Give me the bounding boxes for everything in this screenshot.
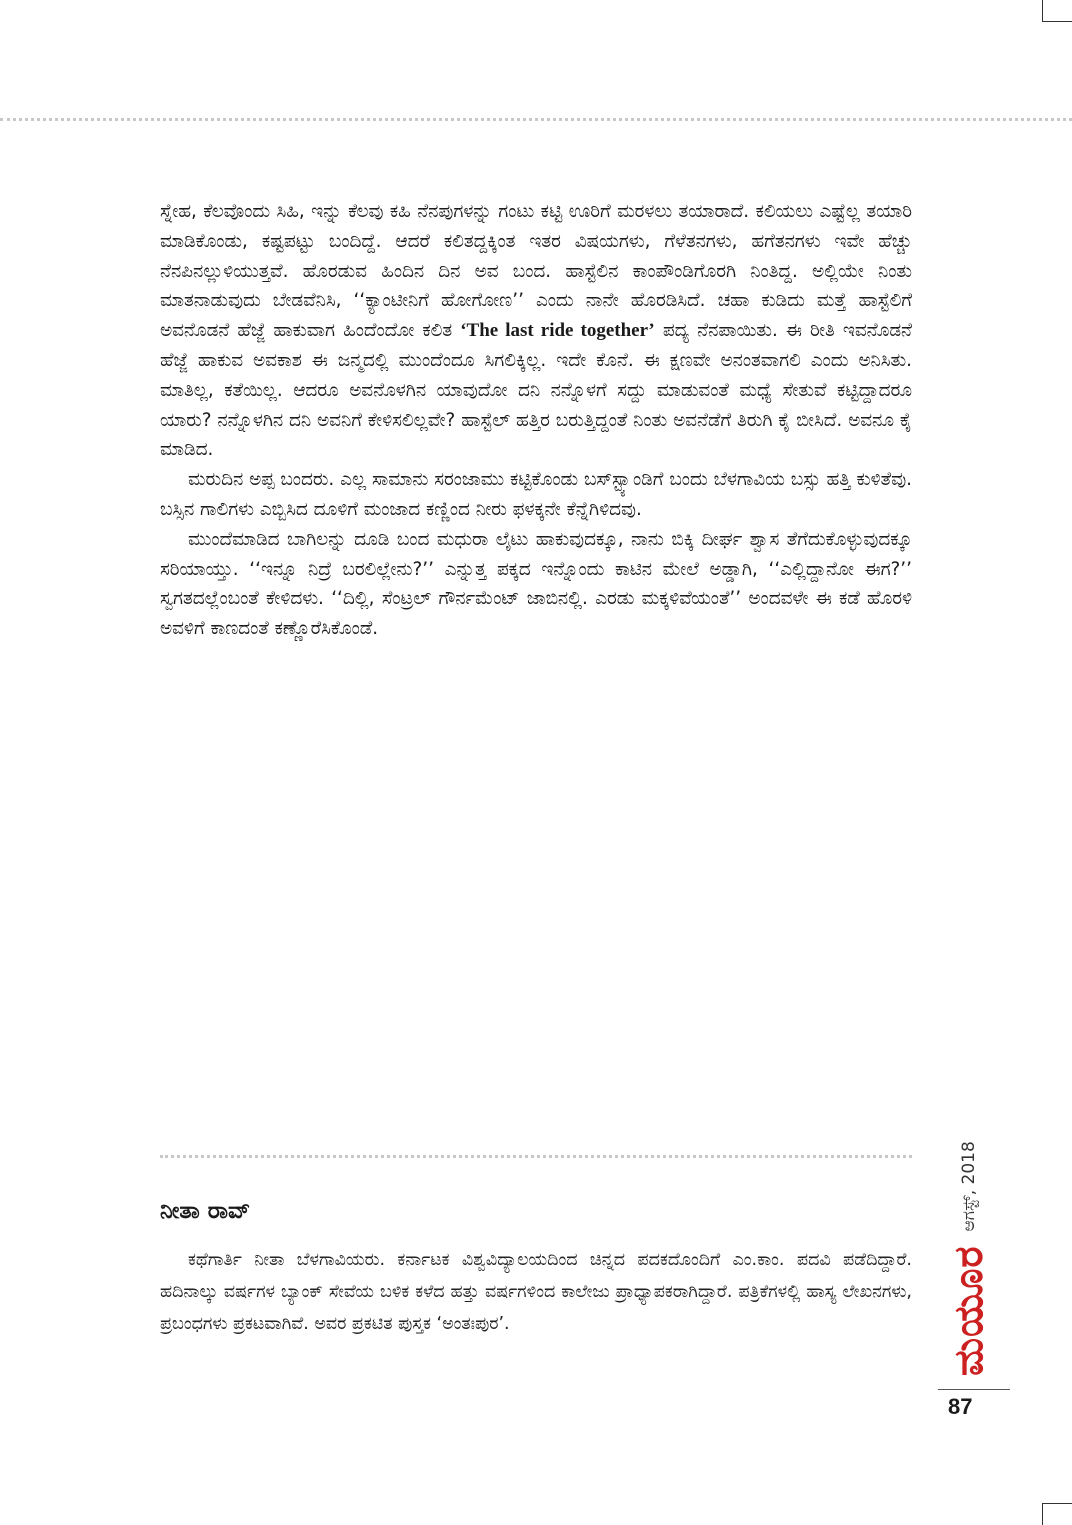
author-dotted-divider — [160, 1155, 912, 1158]
masthead-sidebar — [938, 1118, 1000, 1376]
magazine-logo: ಮಯೂರ — [946, 1245, 992, 1376]
issue-date: ಆಗಸ್ಟ್, 2018 — [959, 1141, 979, 1232]
page-number-rule — [938, 1389, 1010, 1390]
english-poem-title: ‘The last ride together’ — [460, 320, 655, 342]
story-paragraph-1-part-2: ಪದ್ಯ ನೆನಪಾಯಿತು. ಈ ರೀತಿ ಇವನೊಡನೆ ಹೆಜ್ಜೆ ಹಾಕುವ ಅವಕಾಶ ಈ ಜನ್ಮದಲ್ಲಿ ಮುಂದೆಂದೂ ಸಿಗಲಿಕ್ಕಿಲ್ಲ. ಇದೇ ಕೊನೆ. ಈ ಕ್ಷಣವೇ ಅನಂತವಾಗಲಿ ಎಂದು ಅನಿಸಿತು. ಮಾತಿಲ್ಲ, ಕತೆಯಿಲ್ಲ. ಆದರೂ ಅವನೊಳಗಿನ ಯಾವುದೋ ದನಿ ನನ್ನೊಳಗೆ ಸದ್ದು ಮಾಡುವಂತೆ ಮಧ್ಯೆ ಸೇತುವೆ ಕಟ್ಟಿದ್ದಾದರೂ ಯಾರು? ನನ್ನೊಳಗಿನ ದನಿ ಅವನಿಗೆ ಕೇಳಿಸಲಿಲ್ಲವೇ? ಹಾಸ್ಟೆಲ್ ಹತ್ತಿರ ಬರುತ್ತಿದ್ದಂತೆ ನಿಂತು ಅವನೆಡೆಗೆ ತಿರುಗಿ ಕೈ ಬೀಸಿದೆ. ಅವನೂ ಕೈ ಮಾಡಿದ. — [160, 320, 912, 461]
story-body — [160, 197, 912, 644]
author-name: ನೀತಾ ರಾವ್ — [160, 1198, 251, 1224]
top-dotted-divider — [0, 118, 1072, 121]
crop-mark-top — [1042, 0, 1072, 22]
story-paragraph-1 — [160, 197, 912, 465]
author-bio: ಕಥೆಗಾರ್ತಿ ನೀತಾ ಬೆಳಗಾವಿಯರು. ಕರ್ನಾಟಕ ವಿಶ್ವವಿದ್ಯಾಲಯದಿಂದ ಚಿನ್ನದ ಪದಕದೊಂದಿಗೆ ಎಂ.ಕಾಂ. ಪದವಿ ಪಡೆದಿದ್ದಾರೆ. ಹದಿನಾಲ್ಕು ವರ್ಷಗಳ ಬ್ಯಾಂಕ್ ಸೇವೆಯ ಬಳಿಕ ಕಳೆದ ಹತ್ತು ವರ್ಷಗಳಿಂದ ಕಾಲೇಜು ಪ್ರಾಧ್ಯಾಪಕರಾಗಿದ್ದಾರೆ. ಪತ್ರಿಕೆಗಳಲ್ಲಿ ಹಾಸ್ಯ ಲೇಖನಗಳು, ಪ್ರಬಂಧಗಳು ಪ್ರಕಟವಾಗಿವೆ. ಅವರ ಪ್ರಕಟಿತ ಪುಸ್ತಕ ‘ಅಂತಃಪುರ’. — [160, 1250, 912, 1334]
story-paragraph-3: ಮುಂದೆಮಾಡಿದ ಬಾಗಿಲನ್ನು ದೂಡಿ ಬಂದ ಮಧುರಾ ಲೈಟು ಹಾಕುವುದಕ್ಕೂ, ನಾನು ಬಿಕ್ಕಿ ದೀರ್ಘ ಶ್ವಾಸ ತೆಗೆದುಕೊಳ್ಳುವುದಕ್ಕೂ ಸರಿಯಾಯ್ತು. ‘‘ಇನ್ನೂ ನಿದ್ರೆ ಬರಲಿಲ್ಲೇನು?’’ ಎನ್ನುತ್ತ ಪಕ್ಕದ ಇನ್ನೊಂದು ಕಾಟಿನ ಮೇಲೆ ಅಡ್ಡಾಗಿ, ‘‘ಎಲ್ಲಿದ್ದಾನೋ ಈಗ?’’ ಸ್ವಗತದಲ್ಲೆಂಬಂತೆ ಕೇಳಿದಳು. ‘‘ದಿಲ್ಲಿ, ಸೆಂಟ್ರಲ್ ಗೌರ್ನಮೆಂಟ್ ಜಾಬಿನಲ್ಲಿ. ಎರಡು ಮಕ್ಕಳಿವೆಯಂತೆ’’ ಅಂದವಳೇ ಈ ಕಡೆ ಹೊರಳಿ ಅವಳಿಗೆ ಕಾಣದಂತೆ ಕಣ್ಣೊರೆಸಿಕೊಂಡೆ. — [160, 528, 912, 640]
crop-mark-bottom — [1042, 1503, 1072, 1525]
page-number: 87 — [948, 1394, 973, 1419]
story-paragraph-1-part-1: ಸ್ನೇಹ, ಕೆಲವೊಂದು ಸಿಹಿ, ಇನ್ನು ಕೆಲವು ಕಹಿ ನೆನಪುಗಳನ್ನು ಗಂಟು ಕಟ್ಟಿ ಊರಿಗೆ ಮರಳಲು ತಯಾರಾದೆ. ಕಲಿಯಲು ಎಷ್ಟೆಲ್ಲ ತಯಾರಿ ಮಾಡಿಕೊಂಡು, ಕಷ್ಟಪಟ್ಟು ಬಂದಿದ್ದೆ. ಆದರೆ ಕಲಿತದ್ದಕ್ಕಿಂತ ಇತರ ವಿಷಯಗಳು, ಗೆಳೆತನಗಳು, ಹಗೆತನಗಳು ಇವೇ ಹೆಚ್ಚು ನೆನಪಿನಲ್ಲುಳಿಯುತ್ತವೆ. ಹೊರಡುವ ಹಿಂದಿನ ದಿನ ಅವ ಬಂದ. ಹಾಸ್ಟೆಲಿನ ಕಾಂಪೌಂಡಿಗೊರಗಿ ನಿಂತಿದ್ದ. ಅಲ್ಲಿಯೇ ನಿಂತು ಮಾತನಾಡುವುದು ಬೇಡವೆನಿಸಿ, ‘‘ಕ್ಯಾಂಟೀನಿಗೆ ಹೋಗೋಣ’’ ಎಂದು ನಾನೇ ಹೊರಡಿಸಿದೆ. ಚಹಾ ಕುಡಿದು ಮತ್ತೆ ಹಾಸ್ಟೆಲಿಗೆ ಅವನೊಡನೆ ಹೆಜ್ಜೆ ಹಾಕುವಾಗ ಹಿಂದೆಂದೋ ಕಲಿತ — [160, 201, 912, 342]
story-paragraph-2: ಮರುದಿನ ಅಪ್ಪ ಬಂದರು. ಎಲ್ಲ ಸಾಮಾನು ಸರಂಜಾಮು ಕಟ್ಟಿಕೊಂಡು ಬಸ್‌ಸ್ಟ್ಯಾಂಡಿಗೆ ಬಂದು ಬೆಳಗಾವಿಯ ಬಸ್ಸು ಹತ್ತಿ ಕುಳಿತೆವು. ಬಸ್ಸಿನ ಗಾಲಿಗಳು ಎಬ್ಬಿಸಿದ ದೂಳಿಗೆ ಮಂಜಾದ ಕಣ್ಣಿಂದ ನೀರು ಫಳಕ್ಕನೇ ಕೆನ್ನೆಗಿಳಿದವು. — [160, 469, 912, 520]
